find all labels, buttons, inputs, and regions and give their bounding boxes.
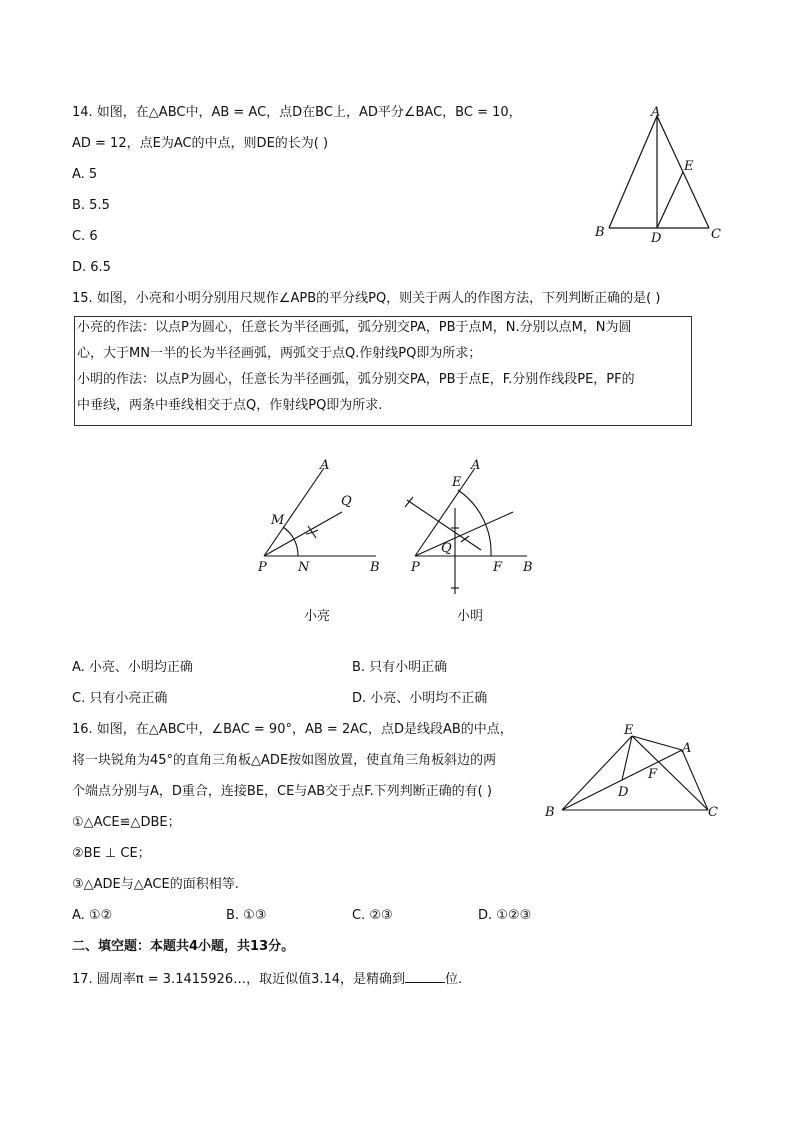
q17-stem-after: 位. <box>445 972 463 987</box>
q14-label-b: B <box>595 225 605 240</box>
q15-option-b: B. 只有小明正确 <box>352 660 448 675</box>
q16-label-a: A <box>682 741 692 756</box>
q16-stem-line1: 16. 如图，在△ABC中，∠BAC = 90°，AB = 2AC，点D是线段AB的中点， <box>72 722 513 737</box>
q16-label-d: D <box>618 785 629 800</box>
q15-box-line2: 心，大于MN一半的长为半径画弧，两弧交于点Q.作射线PQ即为所求； <box>77 346 482 361</box>
q14-option-c: C. 6 <box>72 229 98 244</box>
q16-statement-1: ①△ACE≌△DBE； <box>72 815 181 830</box>
q17-stem-before: 17. 圆周率π = 3.1415926…，取近似值3.14，是精确到 <box>72 972 406 987</box>
q14-option-b: B. 5.5 <box>72 198 110 213</box>
q16-label-b: B <box>545 805 555 820</box>
q16-label-e: E <box>624 723 634 738</box>
q15-option-d: D. 小亮、小明均不正确 <box>352 691 488 706</box>
segment-ed <box>622 736 632 780</box>
segment-ab <box>609 116 657 228</box>
q15-method-box <box>74 316 692 426</box>
q16-stem-line3: 个端点分别与A，D重合，连接BE，CE与AB交于点F.下列判断正确的有( ) <box>72 784 492 799</box>
q15-box-line4: 中垂线，两条中垂线相交于点Q，作射线PQ即为所求. <box>77 398 383 413</box>
segment-ac <box>682 750 708 810</box>
q15-box-line3: 小明的作法：以点P为圆心，任意长为半径画弧，弧分别交PA，PB于点E，F.分别作线段PE，PF的 <box>77 372 635 387</box>
q15-xiaoliang-figure <box>250 452 390 632</box>
fig2-label-q: Q <box>441 541 452 556</box>
fig1-label-n: N <box>298 560 310 575</box>
fig1-label-p: P <box>258 560 267 575</box>
q14-option-a: A. 5 <box>72 167 98 182</box>
q16-option-d: D. ①②③ <box>478 908 532 923</box>
q16-stem-line2: 将一块锐角为45°的直角三角板△ADE按如图放置，使直角三角板斜边的两 <box>72 753 497 768</box>
q14-label-d: D <box>651 231 662 246</box>
segment-de <box>657 172 683 228</box>
q16-label-f: F <box>648 767 658 782</box>
q14-option-d: D. 6.5 <box>72 260 111 275</box>
q14-stem-line1: 14. 如图，在△ABC中，AB = AC，点D在BC上，AD平分∠BAC，BC = 10， <box>72 105 522 120</box>
fig1-label-a: A <box>320 458 330 473</box>
q14-label-a: A <box>651 105 661 120</box>
fig2-caption: 小明 <box>457 609 484 624</box>
q15-stem: 15. 如图，小亮和小明分别用尺规作∠APB的平分线PQ，则关于两人的作图方法，下列判断正确的是( ) <box>72 291 661 306</box>
q16-label-c: C <box>708 805 718 820</box>
fig2-label-e: E <box>452 475 462 490</box>
q16-option-c: C. ②③ <box>352 908 393 923</box>
fig1-caption: 小亮 <box>304 609 331 624</box>
q14-label-c: C <box>711 227 721 242</box>
fig2-label-b: B <box>523 560 533 575</box>
q15-option-a: A. 小亮、小明均正确 <box>72 660 193 675</box>
q16-statement-2: ②BE ⊥ CE； <box>72 846 151 861</box>
q16-option-b: B. ①③ <box>226 908 267 923</box>
q14-triangle-figure <box>585 100 725 250</box>
q14-label-e: E <box>684 159 694 174</box>
q15-xiaoming-figure <box>395 452 545 632</box>
q16-statement-3: ③△ADE与△ACE的面积相等. <box>72 877 239 892</box>
q17-answer-blank <box>405 970 445 983</box>
fig1-label-b: B <box>370 560 380 575</box>
section2-heading: 二、填空题：本题共4小题，共13分。 <box>72 939 295 954</box>
fig2-label-a: A <box>471 458 481 473</box>
fig2-label-f: F <box>493 560 503 575</box>
q14-stem-line2: AD = 12，点E为AC的中点，则DE的长为( ) <box>72 136 329 151</box>
q15-box-line1: 小亮的作法：以点P为圆心，任意长为半径画弧，弧分别交PA，PB于点M，N.分别以点M，N为圆 <box>77 320 632 335</box>
q17-stem <box>72 970 462 989</box>
q16-option-a: A. ①② <box>72 908 113 923</box>
q16-triangle-figure <box>540 718 730 828</box>
fig1-label-m: M <box>271 513 285 528</box>
fig2-label-p: P <box>411 560 420 575</box>
q15-option-c: C. 只有小亮正确 <box>72 691 168 706</box>
fig1-label-q: Q <box>341 494 352 509</box>
